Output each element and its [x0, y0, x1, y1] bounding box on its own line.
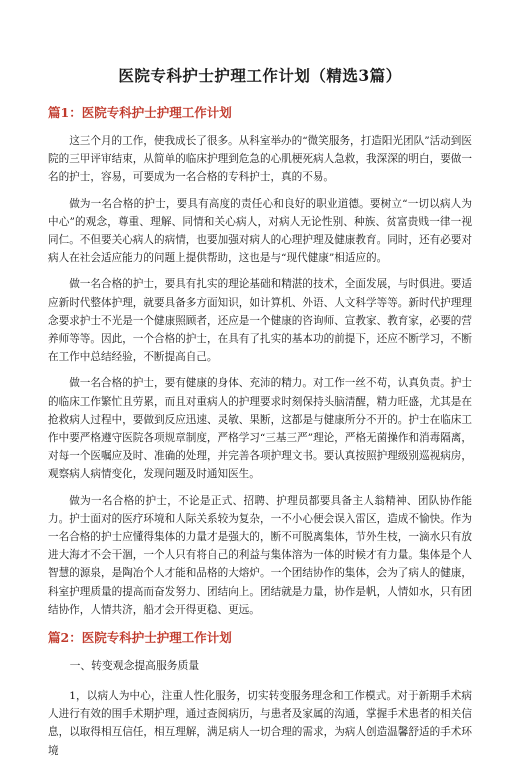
section-2: [48, 629, 472, 760]
section-label: 篇1：: [48, 105, 82, 120]
subheading: 一、转变观念提高服务质量: [69, 659, 200, 673]
section-label: 篇2：: [48, 630, 82, 646]
paragraph: 做为一名合格的护士，要具有高度的责任心和良好的职业道德。要树立“一切以病人为中心”的观念，尊重、理解、同情和关心病人，对病人无论性别、种族、贫富贵贱一律一视同仁。不但要关心病人的病情，也要加强对病人的心理护理及健康教育。同时，还有必要对病人在社会适应能力的问题上提供帮助，这也是与“现代健康”相适应的。: [48, 197, 472, 265]
document-title: 医院专科护士护理工作计划（精选3篇）: [118, 66, 402, 85]
paragraph: 做为一名合格的护士，不论是正式、招聘、护理员都要具备主人翁精神、团队协作能力。护士面对的医疗环境和人际关系较为复杂，一不小心便会误入雷区，造成不愉快。作为一名合格的护士应懂得集体的力量才是强大的，断不可脱离集体，节外生枝，一滴水只有放进大海才不会干涸，一个人只有将自己的利益与集体溶为一体的时候才有力量。集体是个人智慧的源泉，是陶冶个人才能和品格的大熔炉。一个团结协作的集体，会为了病人的健康，科室护理质量的提高而奋发努力、团结向上。团结就是力量，协作是帆，人情如水，只有团结协作，人情共济，船才会开得更稳、更远。: [48, 494, 472, 616]
section-heading: [48, 104, 472, 122]
paragraph: 做一名合格的护士，要具有扎实的理论基础和精湛的技术，全面发展，与时俱进。要适应新时代整体护理，就要具备多方面知识，如计算机、外语、人文科学等等。新时代护理理念要求护士不光是一个健康照顾者，还应是一个健康的咨询师、宣教家、教育家，必要的营养师等等。因此，一个合格的护士，在具有了扎实的基本功的前提下，还应不断学习，不断在工作中总结经验，不断提高自己。: [48, 278, 472, 364]
section-name: 医院专科护士护理工作计划: [81, 105, 232, 120]
paragraph: 这三个月的工作，使我成长了很多。从科室举办的“微笑服务，打造阳光团队”活动到医院的三甲评审结束，从简单的临床护理到危急的心肌梗死病人急救，我深深的明白，要做一名的护士，容易，可要成为一名合格的专科护士，真的不易。: [48, 135, 472, 184]
paragraph: 做一名合格的护士，要有健康的身体、充沛的精力。对工作一丝不苟，认真负责。护士的临床工作繁忙且劳累，而且对重病人的护理要求时刻保持头脑清醒，精力旺盛，尤其是在抢救病人过程中，要做到反应迅速、灵敏、果断，这都是与健康所分不开的。护士在临床工作中要严格遵守医院各项规章制度，严格学习“三基三严”理论，严格无菌操作和消毒隔离，对每一个医嘱应及时、准确的处理，并完善各项护理文书。要认真按照护理级别巡视病房，观察病人病情变化，发现问题及时通知医生。: [48, 377, 472, 481]
paragraph: 1，以病人为中心，注重人性化服务，切实转变服务理念和工作模式。对于新期手术病人进行有效的围手术期护理，通过查阅病历，与患者及家属的沟通，掌握手术患者的相关信息，以取得相互信任，相互理解，满足病人一切合理的需求，为病人创造温馨舒适的手术环境: [48, 690, 472, 757]
section-heading: [48, 629, 472, 647]
section-name: 医院专科护士护理工作计划: [81, 630, 232, 646]
section-1: [48, 104, 472, 619]
